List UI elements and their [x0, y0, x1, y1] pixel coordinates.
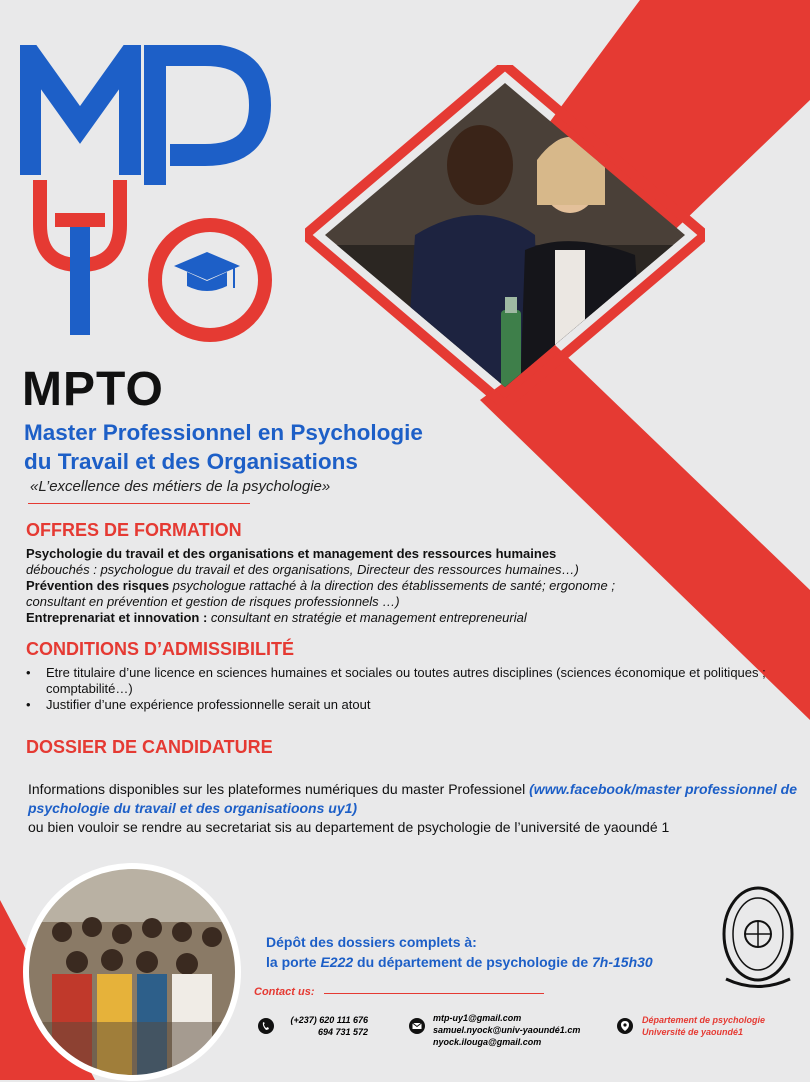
depot-line1: Dépôt des dossiers complets à: [266, 934, 477, 950]
contact-label: Contact us: [254, 986, 315, 998]
dossier-info: Informations disponibles sur les plateformes numériques du master Professionel (www.facebook/master professionnel de psychologie du travail et des organisatioons uy1) ou bien vouloir se rendre au secretariat sis au departement de psychologie de l’université de yaoundé 1 [28, 781, 798, 835]
tagline: «L’excellence des métiers de la psychologie» [30, 478, 331, 495]
offre-1-title: Psychologie du travail et des organisations et management des ressources humaines [26, 546, 557, 561]
brand-title: MPTO [22, 363, 164, 416]
depot-line2: la porte E222 du département de psychologie de 7h-15h30 [266, 954, 653, 970]
depot-info [266, 932, 653, 972]
email-list [433, 1012, 580, 1048]
university-seal [718, 884, 798, 994]
email-3[interactable]: nyock.ilouga@gmail.com [433, 1037, 542, 1047]
conditions-heading: CONDITIONS D’ADMISSIBILITÉ [26, 639, 295, 659]
offre-1-detail: débouchés : psychologue du travail et des organisations, Directeur des ressources humaines…) [26, 562, 579, 577]
photo-frame [305, 65, 705, 405]
program-title-line2: du Travail et des Organisations [24, 449, 358, 474]
facebook-link[interactable]: (www.facebook/master professionnel de psychologie du travail et des organisatioons uy1) [28, 781, 798, 816]
conditions-list [26, 665, 796, 713]
address [642, 1014, 765, 1038]
divider [28, 503, 250, 504]
phone-icon [258, 1018, 274, 1034]
program-title [24, 418, 423, 476]
group-photo [22, 862, 242, 1082]
offres-heading: OFFRES DE FORMATION [26, 520, 242, 540]
address-line2: Université de yaoundé1 [642, 1027, 744, 1037]
email-icon [409, 1018, 425, 1034]
list-item: • Justifier d’une expérience professionnelle serait un atout [26, 697, 371, 712]
phone-1[interactable]: (+237) 620 111 676 [290, 1015, 368, 1025]
email-1[interactable]: mtp-uy1@gmail.com [433, 1013, 522, 1023]
address-line1: Département de psychologie [642, 1015, 766, 1025]
offre-3-detail: consultant en stratégie et management entrepreneurial [207, 610, 527, 625]
phone-2[interactable]: 694 731 572 [317, 1027, 368, 1037]
offre-2-title: Prévention des risques [26, 578, 170, 593]
offre-3-title: Entreprenariat et innovation : [26, 610, 208, 625]
program-title-line1: Master Professionnel en Psychologie [24, 420, 423, 445]
offre-2-detail2: consultant en prévention et gestion de risques professionnels …) [26, 594, 400, 609]
phone-numbers [282, 1014, 368, 1038]
photo-duo [305, 65, 705, 405]
dossier-heading: DOSSIER DE CANDIDATURE [26, 737, 273, 757]
contact-divider [324, 993, 544, 994]
list-item: • Etre titulaire d’une licence en sciences humaines et sociales ou toutes autres disciplines (sciences économique et politiques ; comptabilité…) [26, 665, 766, 696]
mpto-logo [20, 45, 280, 345]
location-icon [617, 1018, 633, 1034]
graduation-cap-icon [172, 250, 242, 300]
email-2[interactable]: samuel.nyock@univ-yaoundé1.cm [433, 1025, 581, 1035]
offre-2-detail: psychologue rattaché à la direction des établissements de santé; ergonome ; [169, 578, 615, 593]
offres-list [26, 546, 796, 626]
